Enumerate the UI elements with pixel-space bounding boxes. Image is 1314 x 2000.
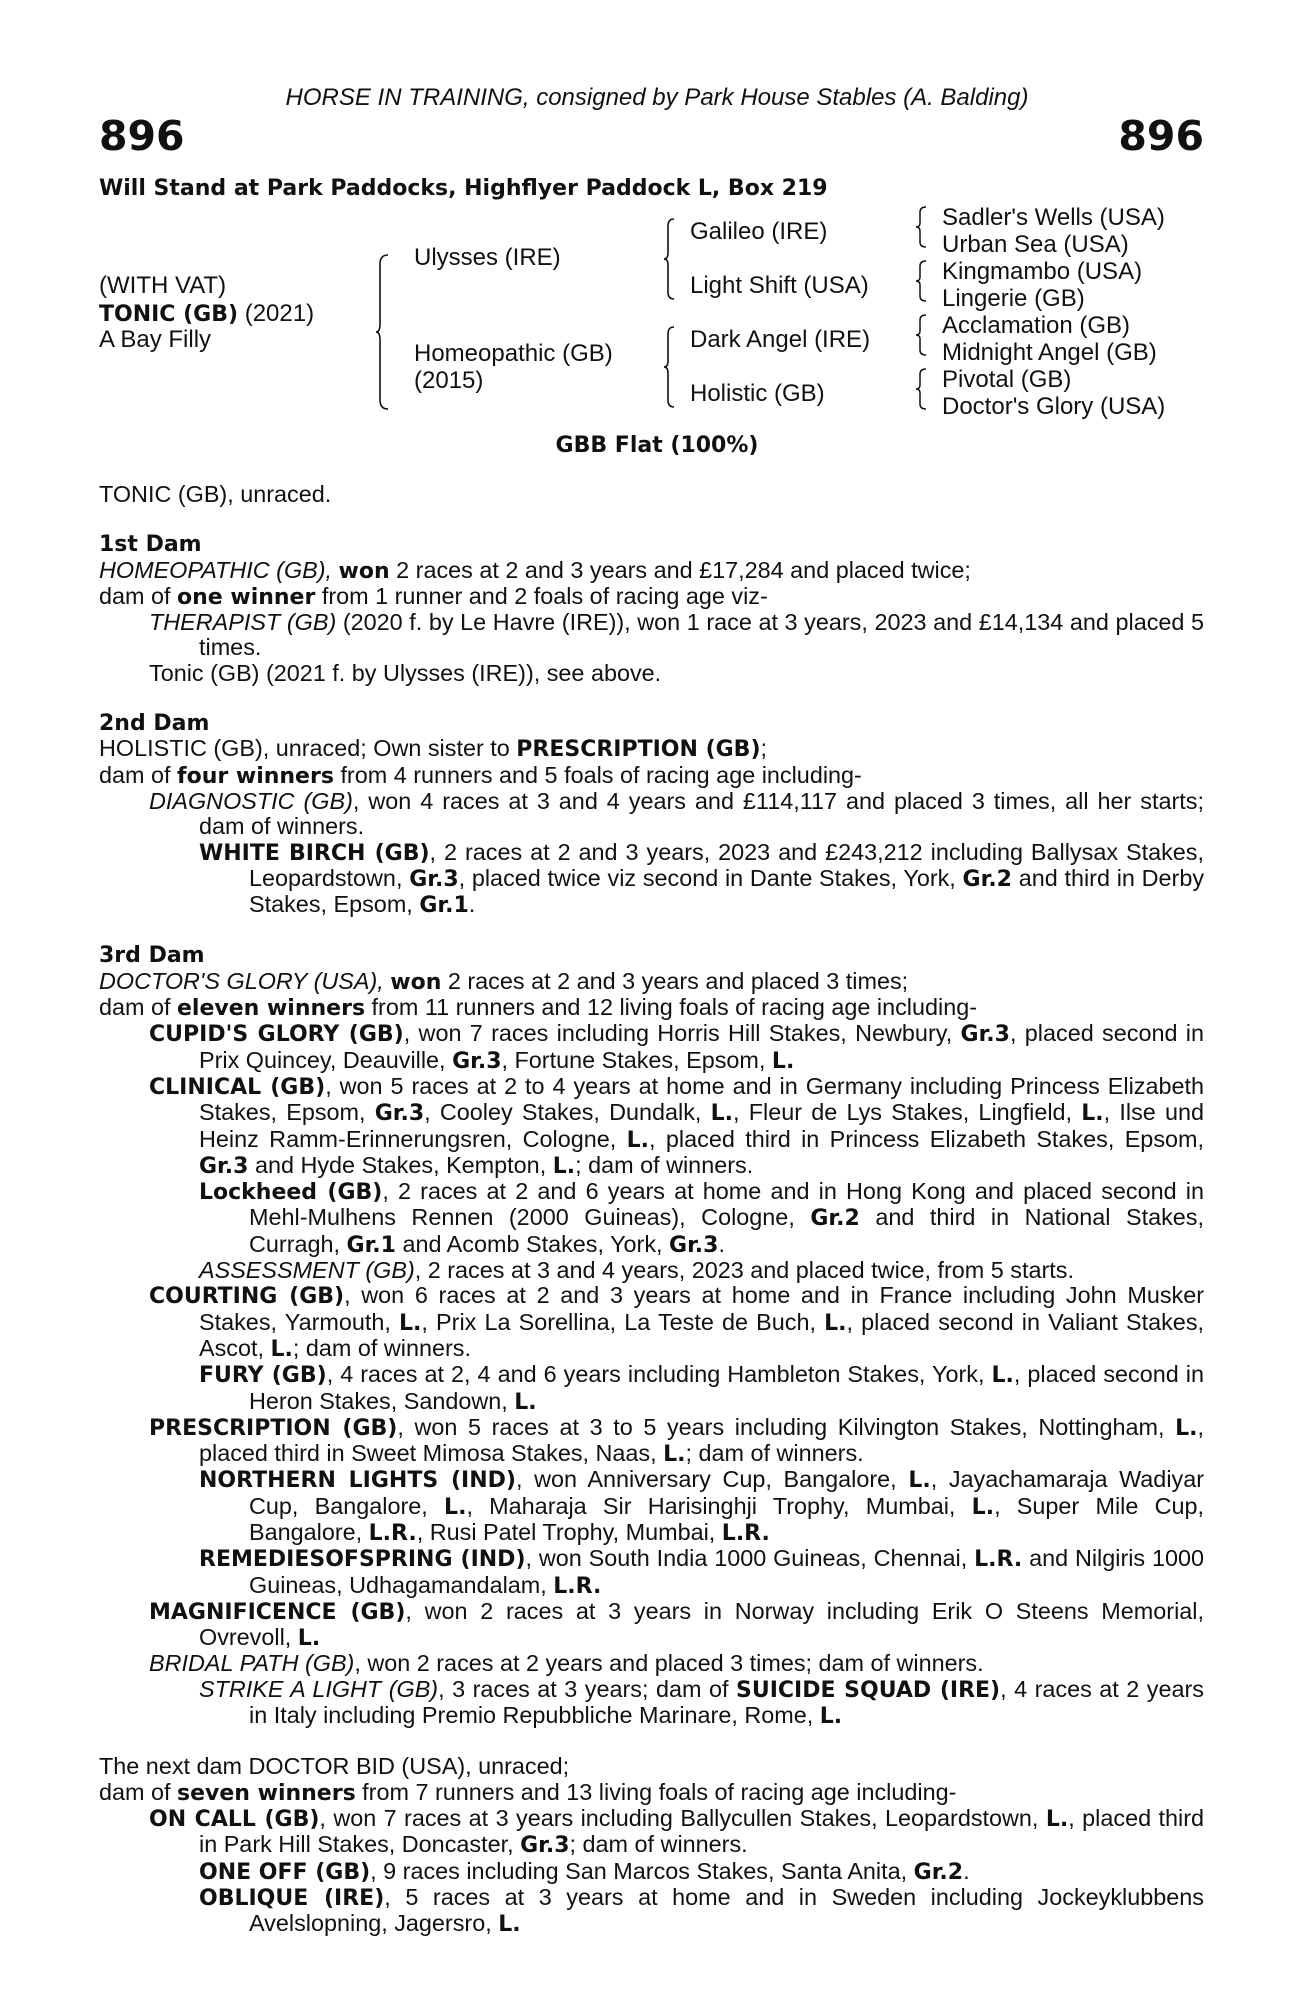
lot-number-left: 896: [99, 112, 185, 160]
progeny-fury: FURY (GB), 4 races at 2, 4 and 6 years including Hambleton Stakes, York, L., placed second in Heron Stakes, Sandown, L.: [199, 1361, 1204, 1415]
sire-sire: Galileo (IRE): [690, 218, 828, 245]
gbb-rating: GBB Flat (100%): [555, 433, 759, 458]
dam2-progeny-2: WHITE BIRCH (GB), 2 races at 2 and 3 years, 2023 and £243,212 including Ballysax Stakes, Leopardstown, Gr.3, placed twice viz second in Dante Stakes, York, Gr.2 and third in Derby Stakes, Epsom, Gr.1.: [199, 838, 1205, 919]
dam1-heading: 1st Dam: [99, 532, 202, 558]
brace-dam: [664, 326, 676, 408]
brace-ds: [916, 314, 928, 356]
vat-note: (WITH VAT): [99, 272, 227, 299]
dam2-progeny-1: DIAGNOSTIC (GB), won 4 races at 3 and 4 years and £114,117 and placed 3 times, all her starts; dam of winners.: [149, 787, 1204, 840]
horse-description: A Bay Filly: [99, 326, 212, 353]
sdd: Lingerie (GB): [942, 285, 1085, 312]
dam-sire: Dark Angel (IRE): [690, 326, 871, 353]
dam2-line1: HOLISTIC (GB), unraced; Own sister to PRESCRIPTION (GB);: [99, 735, 767, 763]
progeny-strike-a-light: STRIKE A LIGHT (GB), 3 races at 3 years; dam of SUICIDE SQUAD (IRE), 4 races at 2 years in Italy including Premio Repubbliche Marinare, Rome, L.: [199, 1675, 1204, 1730]
dam1-rest: 2 races at 2 and 3 years and £17,284 and placed twice;: [396, 556, 971, 583]
dam3-name: DOCTOR'S GLORY (USA),: [99, 967, 384, 994]
dam2-winners: four winners: [177, 763, 334, 789]
next-dam-line1: The next dam DOCTOR BID (USA), unraced;: [99, 1753, 570, 1780]
progeny-one-off: ONE OFF (GB), 9 races including San Marcos Stakes, Santa Anita, Gr.2.: [199, 1857, 970, 1885]
progeny-bridal-path: BRIDAL PATH (GB), won 2 races at 2 years and placed 3 times; dam of winners.: [149, 1650, 984, 1677]
progeny-name: THERAPIST (GB): [149, 609, 337, 636]
stand-location: Will Stand at Park Paddocks, Highflyer Paddock L, Box 219: [99, 176, 828, 201]
brace-ss: [916, 206, 928, 248]
progeny-northern-lights: NORTHERN LIGHTS (IND), won Anniversary Cup, Bangalore, L., Jayachamaraja Wadiyar Cup, Bangalore, L., Maharaja Sir Harisinghji Trophy, Mumbai, L., Super Mile Cup, Bangalore, L.R., Rusi Patel Trophy, Mumbai, L.R.: [199, 1466, 1205, 1546]
dam1-name: HOMEOPATHIC (GB),: [99, 556, 333, 583]
intro-line: TONIC (GB), unraced.: [99, 481, 332, 507]
progeny-cupids-glory: CUPID'S GLORY (GB), won 7 races including Horris Hill Stakes, Newbury, Gr.3, placed second in Prix Quincey, Deauville, Gr.3, Fortune Stakes, Epsom, L.: [149, 1020, 1204, 1074]
progeny-lockheed: Lockheed (GB), 2 races at 2 and 6 years at home and in Hong Kong and placed second in Mehl-Mulhens Rennen (2000 Guineas), Cologne, Gr.2 and third in National Stakes, Curragh, Gr.1 and Acomb Stakes, York, Gr.3.: [199, 1178, 1205, 1258]
brace-dd: [916, 368, 928, 410]
sds: Kingmambo (USA): [942, 258, 1143, 285]
dam3-line2: dam of eleven winners from 11 runners and 12 living foals of racing age including-: [99, 994, 978, 1022]
horse-name-line: [99, 300, 314, 328]
progeny-remediesofspring: REMEDIESOFSPRING (IND), won South India 1000 Guineas, Chennai, L.R. and Nilgiris 1000 Guineas, Udhagamandalam, L.R.: [199, 1545, 1205, 1599]
dam1-line2: dam of one winner from 1 runner and 2 foals of racing age viz-: [99, 582, 768, 610]
dds: Pivotal (GB): [942, 366, 1072, 393]
progeny-courting: COURTING (GB), won 6 races at 2 and 3 years at home and in France including John Musker Stakes, Yarmouth, L., Prix La Sorellina, La Teste de Buch, L., placed second in Valiant Stakes, Ascot, L.; dam of winners.: [149, 1282, 1205, 1362]
dam3-heading: 3rd Dam: [99, 943, 205, 969]
dam1-won: won: [338, 558, 390, 584]
dsd: Midnight Angel (GB): [942, 339, 1157, 366]
lot-number-right: 896: [1118, 112, 1204, 160]
ssd: Urban Sea (USA): [942, 231, 1129, 258]
progeny-magnificence: MAGNIFICENCE (GB), won 2 races at 3 years in Norway including Erik O Steens Memorial, Ovrevoll, L.: [149, 1597, 1204, 1652]
next-dam-winners: seven winners: [177, 1780, 356, 1806]
dam3-line1: DOCTOR'S GLORY (USA), won 2 races at 2 and 3 years and placed 3 times;: [99, 967, 909, 995]
progeny-on-call: ON CALL (GB), won 7 races at 3 years including Ballycullen Stakes, Leopardstown, L., placed third in Park Hill Stakes, Doncaster, Gr.3; dam of winners.: [149, 1804, 1204, 1859]
sire-dam: Light Shift (USA): [690, 272, 869, 299]
dam: Homeopathic (GB): [414, 340, 613, 367]
dam1-line1: [99, 558, 1204, 584]
progeny-name: DIAGNOSTIC (GB): [149, 787, 353, 814]
horse-name: TONIC (GB): [99, 302, 239, 327]
brace-horse: [376, 254, 390, 410]
sister-name: PRESCRIPTION (GB): [516, 737, 761, 763]
dam-dam: Holistic (GB): [690, 380, 825, 407]
catalogue-body: [99, 482, 1204, 1937]
dam1-progeny-2: Tonic (GB) (2021 f. by Ulysses (IRE)), see above.: [149, 659, 662, 686]
dam3-winners: eleven winners: [177, 996, 366, 1022]
dam-year: (2015): [414, 367, 484, 394]
progeny-oblique: OBLIQUE (IRE), 5 races at 3 years at home and in Sweden including Jockeyklubbens Avelslopning, Jagersro, L.: [199, 1883, 1204, 1938]
progeny-clinical: CLINICAL (GB), won 5 races at 2 to 4 years at home and in Germany including Princess Elizabeth Stakes, Epsom, Gr.3, Cooley Stakes, Dundalk, L., Fleur de Lys Stakes, Lingfield, L., Ilse und Heinz Ramm-Erinnerungsren, Cologne, L., placed third in Princess Elizabeth Stakes, Epsom, Gr.3 and Hyde Stakes, Kempton, L.; dam of winners.: [149, 1072, 1205, 1179]
dam2-line2: dam of four winners from 4 runners and 5 foals of racing age including-: [99, 761, 862, 789]
progeny-prescription: PRESCRIPTION (GB), won 5 races at 3 to 5 years including Kilvington Stakes, Nottingham, L., placed third in Sweet Mimosa Stakes, Naas, L.; dam of winners.: [149, 1413, 1205, 1468]
next-dam-line2: dam of seven winners from 7 runners and 13 living foals of racing age including-: [99, 1778, 957, 1806]
dss: Acclamation (GB): [942, 312, 1131, 339]
dam1-winners: one winner: [177, 584, 316, 610]
ddd: Doctor's Glory (USA): [942, 393, 1166, 420]
consignor-title: HORSE IN TRAINING, consigned by Park House Stables (A. Balding): [285, 84, 1029, 111]
sire: Ulysses (IRE): [414, 244, 561, 271]
progeny-name: WHITE BIRCH (GB): [199, 840, 430, 866]
brace-sd: [916, 260, 928, 302]
brace-sire: [664, 218, 676, 300]
dam2-heading: 2nd Dam: [99, 711, 210, 737]
horse-year: (2021): [244, 300, 315, 327]
sss: Sadler's Wells (USA): [942, 204, 1165, 231]
dam1-progeny-1: THERAPIST (GB) (2020 f. by Le Havre (IRE)), won 1 race at 3 years, 2023 and £14,134 and placed 5 times.: [149, 609, 1205, 661]
progeny-assessment: ASSESSMENT (GB), 2 races at 3 and 4 years, 2023 and placed twice, from 5 starts.: [199, 1257, 1074, 1284]
